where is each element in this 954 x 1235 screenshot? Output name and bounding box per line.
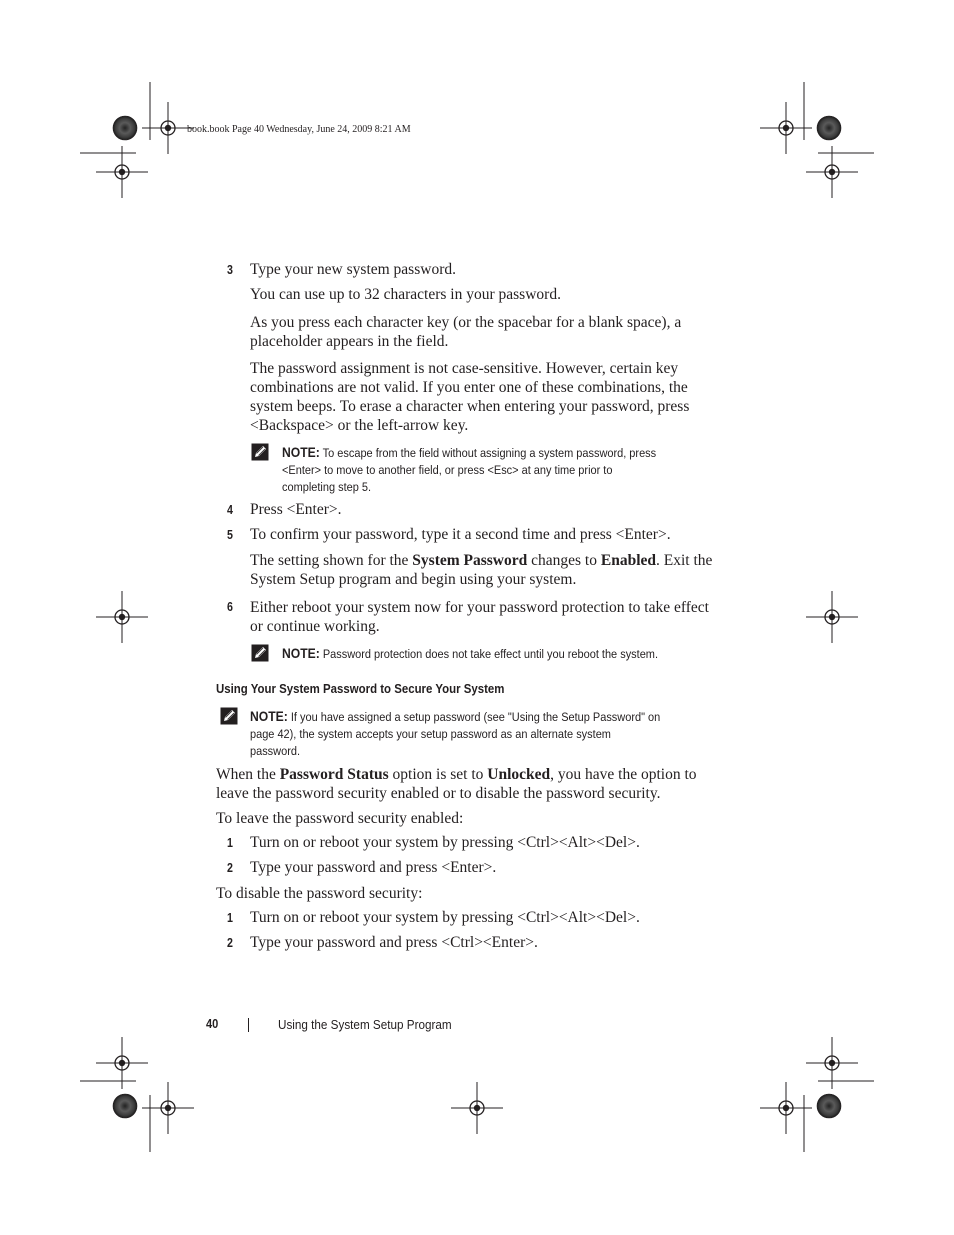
step-number: 3 bbox=[227, 262, 233, 277]
step-number: 2 bbox=[227, 860, 233, 875]
paragraph: As you press each character key (or the spacebar for a blank space), a placeholder appears in the field. bbox=[250, 314, 682, 350]
paragraph: To leave the password security enabled: bbox=[216, 810, 464, 827]
step-text: Turn on or reboot your system by pressing <Ctrl><Alt><Del>. bbox=[250, 834, 640, 851]
step-number: 1 bbox=[227, 835, 233, 850]
note: NOTE: To escape from the field without assigning a system password, press <Enter> to move to another field, or press <Esc> at any time prior to completing step 5. bbox=[282, 445, 657, 494]
chapter-title: Using the System Setup Program bbox=[278, 1017, 452, 1032]
step-text: Press <Enter>. bbox=[250, 501, 342, 518]
note-pencil-icon bbox=[251, 443, 269, 461]
section-heading: Using Your System Password to Secure Your System bbox=[216, 681, 505, 696]
note: NOTE: If you have assigned a setup password (see "Using the Setup Password" on page 42), the system accepts your setup password as an alternate system password. bbox=[250, 709, 661, 758]
print-info-header: book.book Page 40 Wednesday, June 24, 2009 8:21 AM bbox=[187, 124, 411, 135]
step-number: 5 bbox=[227, 527, 233, 542]
footer-divider bbox=[248, 1018, 249, 1032]
step-text: Type your new system password. bbox=[250, 261, 456, 278]
step-number: 6 bbox=[227, 599, 233, 614]
paragraph: The password assignment is not case-sensitive. However, certain key combinations are not valid. If you enter one of these combinations, the system beeps. To erase a character when entering your password, press <Backspace> or the left-arrow key. bbox=[250, 360, 690, 434]
paragraph: To disable the password security: bbox=[216, 885, 423, 902]
note-pencil-icon bbox=[251, 644, 269, 662]
step-text: Either reboot your system now for your password protection to take effect or continue working. bbox=[250, 599, 709, 635]
step-text: Type your password and press <Ctrl><Enter>. bbox=[250, 934, 538, 951]
note-pencil-icon bbox=[220, 707, 238, 725]
page-number: 40 bbox=[206, 1016, 219, 1031]
note: NOTE: Password protection does not take effect until you reboot the system. bbox=[282, 646, 658, 661]
step-number: 4 bbox=[227, 502, 233, 517]
step-text: Type your password and press <Enter>. bbox=[250, 859, 497, 876]
step-text: Turn on or reboot your system by pressing <Ctrl><Alt><Del>. bbox=[250, 909, 640, 926]
step-number: 1 bbox=[227, 910, 233, 925]
step-text: To confirm your password, type it a second time and press <Enter>. bbox=[250, 526, 671, 543]
paragraph: The setting shown for the System Password changes to Enabled. Exit the System Setup program and begin using your system. bbox=[250, 552, 713, 588]
paragraph: You can use up to 32 characters in your password. bbox=[250, 286, 561, 303]
paragraph: When the Password Status option is set to Unlocked, you have the option to leave the password security enabled or to disable the password security. bbox=[216, 766, 697, 802]
step-number: 2 bbox=[227, 935, 233, 950]
